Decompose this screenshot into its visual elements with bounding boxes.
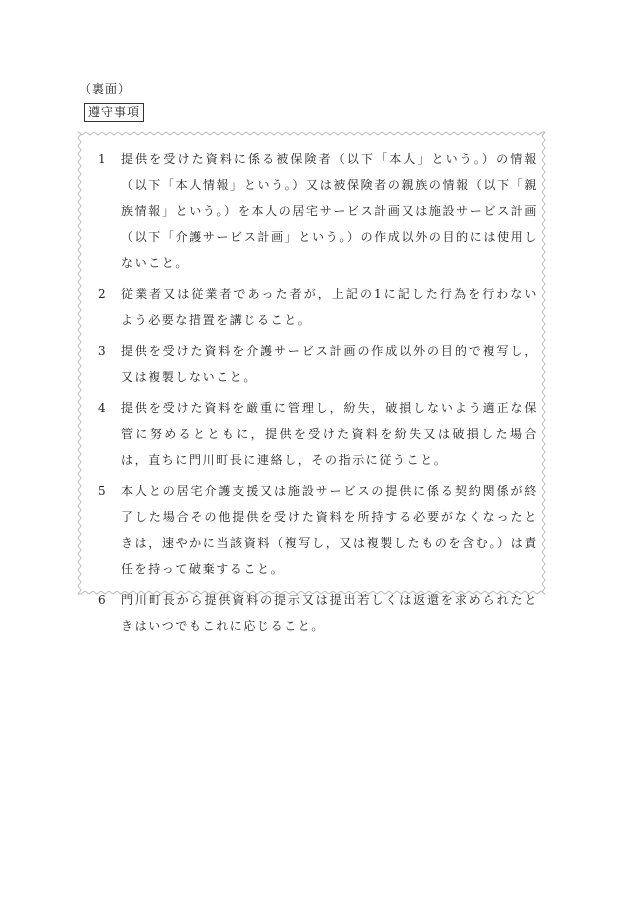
rule-item-3 <box>98 338 538 390</box>
section-title: 遵守事項 <box>84 103 144 122</box>
rule-item-4 <box>98 395 538 473</box>
rule-number: 3 <box>98 344 106 358</box>
rule-number: 2 <box>98 287 106 301</box>
rule-text: 従業者又は従業者であった者が，上記の1に記した行為を行わないよう必要な措置を講じること。 <box>121 287 538 327</box>
rule-text: 提供を受けた資料を厳重に管理し，紛失，破損しないよう適正な保管に努めるとともに，提供を受けた資料を紛失又は破損した場合は，直ちに門川町長に連絡し，その指示に従うこと。 <box>121 401 538 467</box>
page-label: （裏面） <box>79 82 132 96</box>
rule-number: 5 <box>98 484 106 498</box>
rule-item-2 <box>98 281 538 333</box>
rule-number: 4 <box>98 401 106 415</box>
rule-text: 本人との居宅介護支援又は施設サービスの提供に係る契約関係が終了した場合その他提供を受けた資料を所持する必要がなくなったときは，速やかに当該資料（複写し，又は複製したものを含む。）は責任を持って破棄すること。 <box>121 484 538 576</box>
rule-item-5 <box>98 478 538 582</box>
rules-list <box>98 146 538 644</box>
rule-item-1 <box>98 146 538 276</box>
rule-item-6 <box>98 587 538 639</box>
rule-number: 6 <box>98 593 106 607</box>
rule-text: 門川町長から提供資料の提示又は提出若しくは返還を求められたときはいつでもこれに応じること。 <box>121 593 538 633</box>
rule-text: 提供を受けた資料を介護サービス計画の作成以外の目的で複写し，又は複製しないこと。 <box>121 344 538 384</box>
rules-box <box>74 128 549 633</box>
rule-number: 1 <box>98 152 106 166</box>
rule-text: 提供を受けた資料に係る被保険者（以下「本人」という。）の情報（以下「本人情報」という。）又は被保険者の親族の情報（以下「親族情報」という。）を本人の居宅サービス計画又は施設サービス計画（以下「介護サービス計画」という。）の作成以外の目的には使用しないこと。 <box>121 152 538 270</box>
